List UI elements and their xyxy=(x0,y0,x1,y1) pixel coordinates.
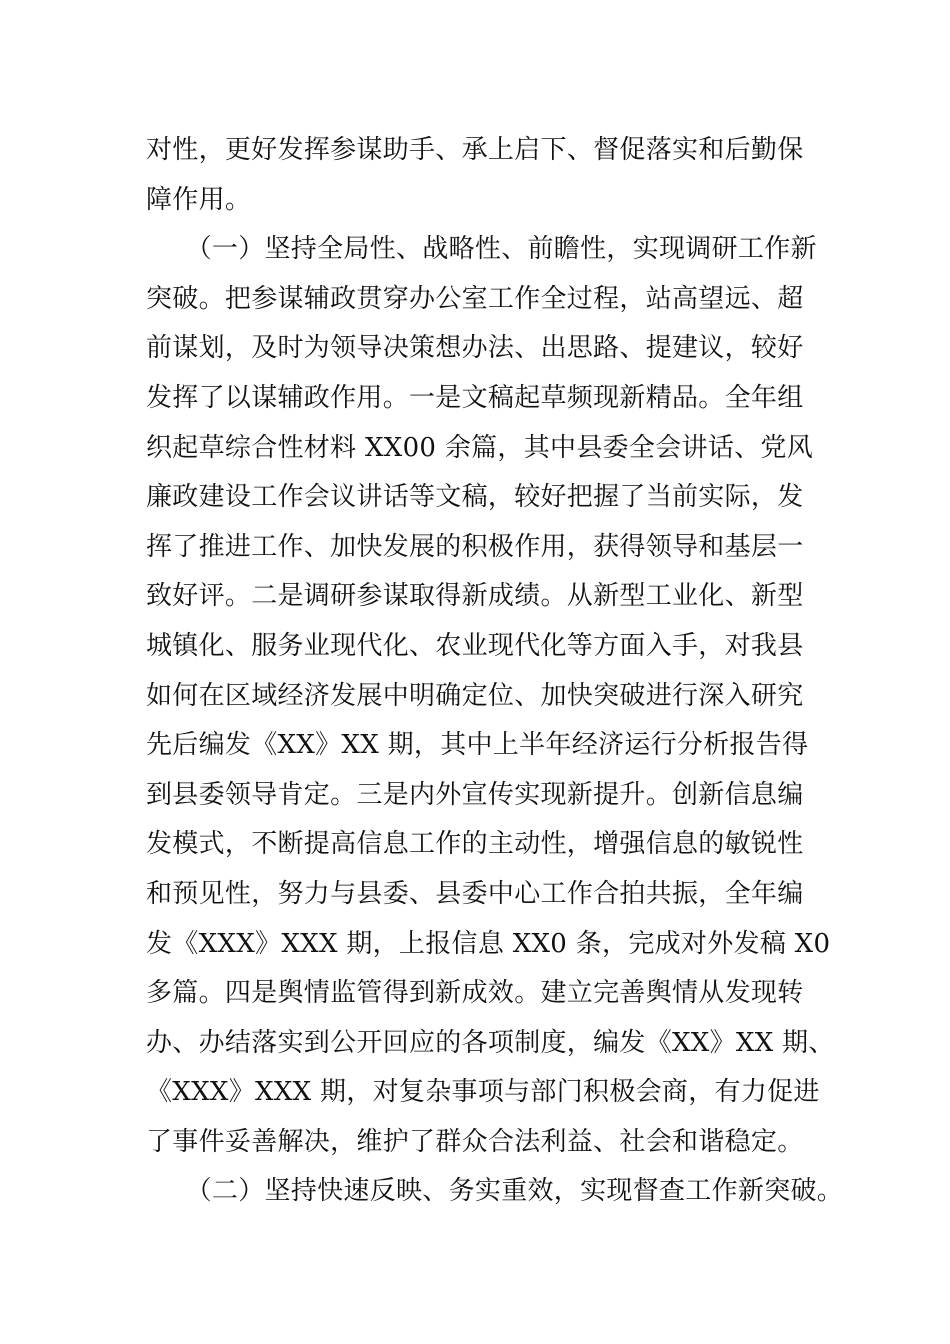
text-line: 多篇。四是舆情监管得到新成效。建立完善舆情从发现转 xyxy=(146,978,804,1009)
text-line: 发挥了以谋辅政作用。一是文稿起草频现新精品。全年组 xyxy=(146,382,804,413)
paragraph-heading-1: （一）坚持全局性、战略性、前瞻性，实现调研工作新 xyxy=(146,234,817,265)
text-line: 织起草综合性材料 XX00 余篇，其中县委全会讲话、党风 xyxy=(146,432,814,463)
text-line: 突破。把参谋辅政贯穿办公室工作全过程，站高望远、超 xyxy=(146,283,804,314)
text-line: 到县委领导肯定。三是内外宣传实现新提升。创新信息编 xyxy=(146,779,804,810)
text-line: 办、办结落实到公开回应的各项制度，编发《XX》XX 期、 xyxy=(146,1027,835,1058)
text-line: 发模式，不断提高信息工作的主动性，增强信息的敏锐性 xyxy=(146,829,804,860)
text-line: 如何在区域经济发展中明确定位、加快突破进行深入研究 xyxy=(146,680,804,711)
body-text xyxy=(146,126,844,1217)
text-line: 发《XXX》XXX 期，上报信息 XX0 条，完成对外发稿 X0 xyxy=(146,928,831,959)
text-line: 致好评。二是调研参谋取得新成绩。从新型工业化、新型 xyxy=(146,581,804,612)
text-line: 和预见性，努力与县委、县委中心工作合拍共振，全年编 xyxy=(146,878,804,909)
text-line: 障作用。 xyxy=(146,184,252,215)
text-line: 城镇化、服务业现代化、农业现代化等方面入手，对我县 xyxy=(146,630,804,661)
text-line: 先后编发《XX》XX 期，其中上半年经济运行分析报告得 xyxy=(146,730,809,761)
paragraph-heading-2: （二）坚持快速反映、务实重效，实现督查工作新突破。 xyxy=(146,1176,844,1207)
text-line: 前谋划，及时为领导决策想办法、出思路、提建议，较好 xyxy=(146,333,804,364)
text-line: 挥了推进工作、加快发展的积极作用，获得领导和基层一 xyxy=(146,531,804,562)
text-line: 了事件妥善解决，维护了群众合法利益、社会和谐稳定。 xyxy=(146,1126,804,1157)
text-line: 对性，更好发挥参谋助手、承上启下、督促落实和后勤保 xyxy=(146,135,804,165)
text-line: 《XXX》XXX 期，对复杂事项与部门积极会商，有力促进 xyxy=(146,1077,820,1108)
text-line: 廉政建设工作会议讲话等文稿，较好把握了当前实际，发 xyxy=(146,482,804,513)
